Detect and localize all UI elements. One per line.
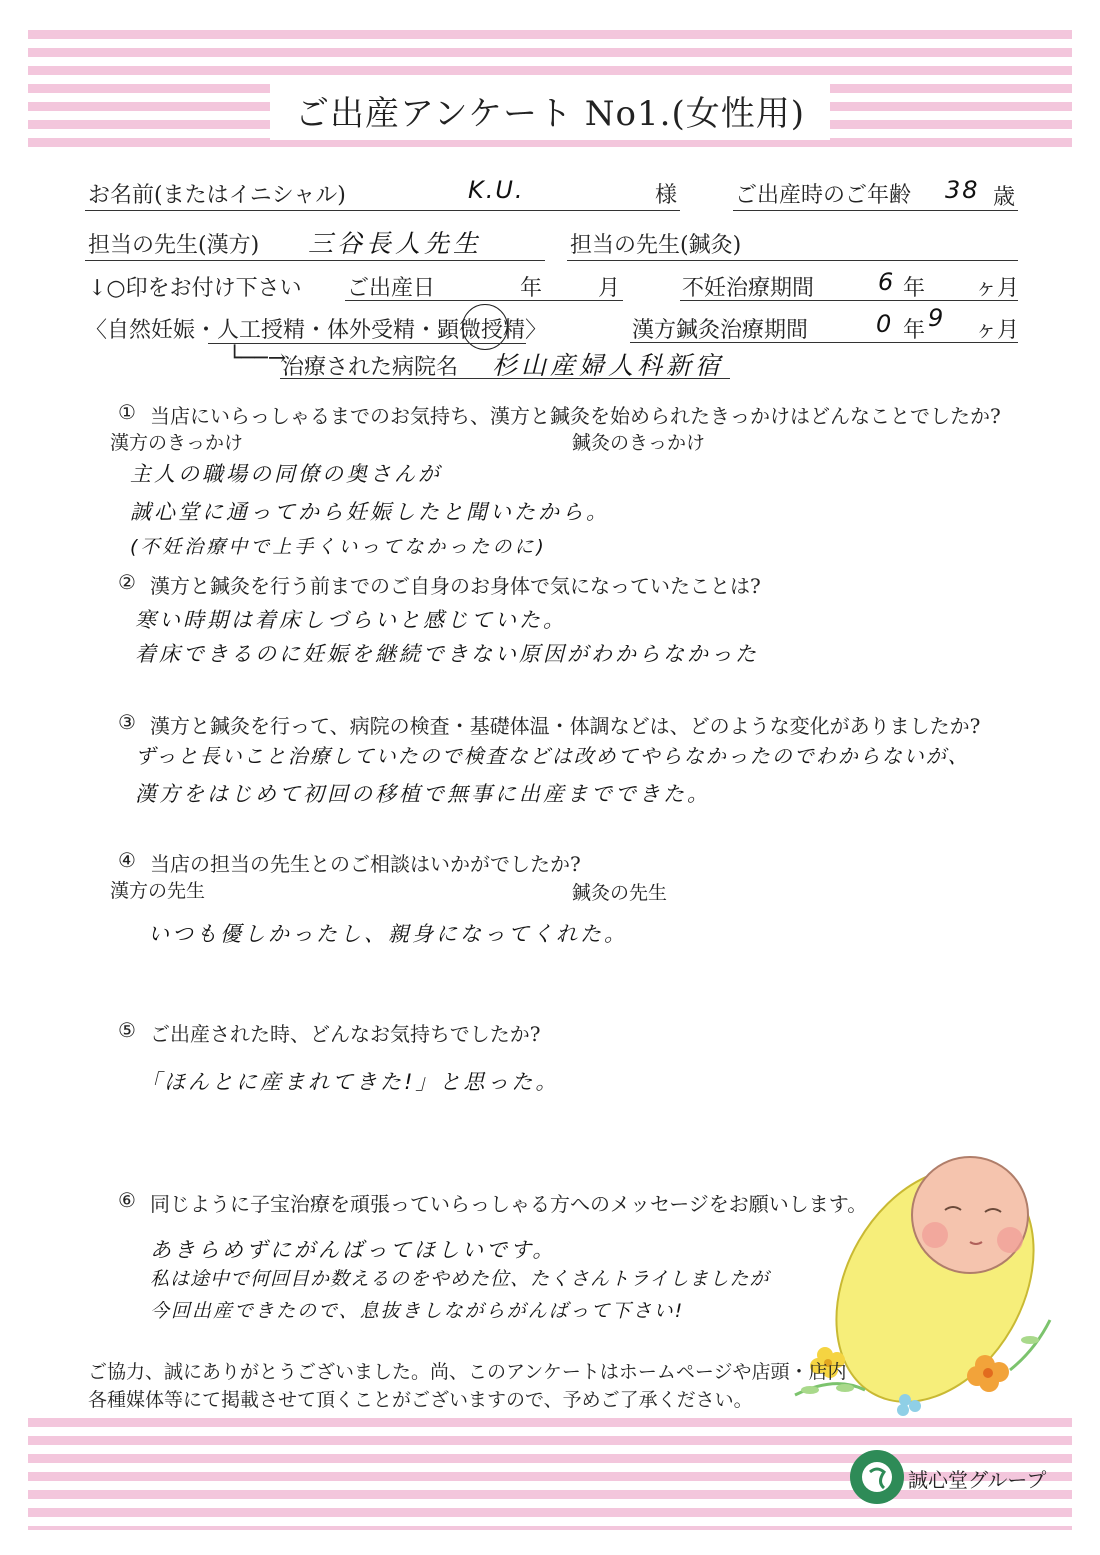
question-3-number: ③ <box>118 710 136 734</box>
method-options: 〈自然妊娠・人工授精・体外受精・顕微授精〉 <box>85 318 548 343</box>
kampo-months-value: 9 <box>928 304 946 332</box>
question-2-text: 漢方と鍼灸を行う前までのご自身のお身体で気になっていたことは? <box>150 574 761 598</box>
kampo-period-label: 漢方鍼灸治療期間 <box>632 318 809 343</box>
age-unit: 歳 <box>993 185 1016 210</box>
question-5-text: ご出産された時、どんなお気持ちでしたか? <box>150 1022 541 1046</box>
footer-line-2: 各種媒体等にて掲載させて頂くことがございますので、予めご了承ください。 <box>88 1389 753 1411</box>
question-1-answer-line-3: (不妊治療中で上手くいってなかったのに) <box>130 536 547 558</box>
birth-month-unit: 月 <box>598 276 621 301</box>
question-3-answer-line-2: 漢方をはじめて初回の移植で無事に出産までできた。 <box>135 782 711 806</box>
question-5-answer-line-1: 「ほんとに産まれてきた!」と思った。 <box>140 1070 560 1094</box>
infertility-months-unit: ヶ月 <box>975 276 1020 301</box>
age-label: ご出産時のご年齢 <box>735 183 912 208</box>
kampo-teacher-label: 担当の先生(漢方) <box>88 233 260 258</box>
method-underline <box>208 343 526 344</box>
question-1-number: ① <box>118 400 136 424</box>
question-3-answer-line-1: ずっと長いこと治療していたので検査などは改めてやらなかったのでわからないが、 <box>135 744 970 768</box>
birth-date-label: ご出産日 <box>347 276 436 301</box>
honorific: 様 <box>655 183 678 208</box>
kampo-months-unit: ヶ月 <box>975 318 1020 343</box>
question-1-answer-line-2: 誠心堂に通ってから妊娠したと聞いたから。 <box>130 500 610 524</box>
question-3-text: 漢方と鍼灸を行って、病院の検査・基礎体温・体調などは、どのような変化がありましたか? <box>150 714 981 738</box>
circle-instruction: ↓○印をお付け下さい <box>88 276 302 301</box>
question-4-number: ④ <box>118 848 136 872</box>
kampo-year-unit: 年 <box>903 318 926 343</box>
question-4-answer-line-1: いつも優しかったし、親身になってくれた。 <box>148 922 628 946</box>
page-title: ご出産アンケート No1.(女性用) <box>295 94 805 134</box>
infertility-year-unit: 年 <box>903 276 926 301</box>
question-1-sub-right: 鍼灸のきっかけ <box>572 432 706 454</box>
question-6-text: 同じように子宝治療を頑張っていらっしゃる方へのメッセージをお願いします。 <box>150 1192 868 1216</box>
question-6-answer-line-1: あきらめずにがんばってほしいです。 <box>150 1238 557 1262</box>
question-6-answer-line-2: 私は途中で何回目か数えるのをやめた位、たくさんトライしましたが <box>150 1268 770 1290</box>
kampo-years-value: 0 <box>876 310 894 338</box>
question-6-answer-line-3: 今回出産できたので、息抜きしながらがんばって下さい! <box>150 1300 685 1322</box>
name-value: K.U. <box>468 176 525 204</box>
kampo-period-underline <box>630 342 1018 343</box>
question-2-answer-line-2: 着床できるのに妊娠を継続できない原因がわからなかった <box>135 642 759 666</box>
baby-cheek-right <box>997 1227 1023 1253</box>
logo-inner <box>862 1462 892 1492</box>
question-2-number: ② <box>118 570 136 594</box>
question-6-number: ⑥ <box>118 1188 136 1212</box>
age-underline <box>733 210 1018 211</box>
question-1-text: 当店にいらっしゃるまでのお気持ち、漢方と鍼灸を始められたきっかけはどんなことでしたか? <box>150 404 1001 428</box>
acu-teacher-label: 担当の先生(鍼灸) <box>570 233 742 258</box>
logo-text: 誠心堂グループ <box>908 1468 1047 1492</box>
hospital-label: 治療された病院名 <box>282 355 459 380</box>
age-value: 38 <box>945 176 980 204</box>
footer-line-1: ご協力、誠にありがとうございました。尚、このアンケートはホームページや店頭・店内 <box>88 1361 847 1383</box>
question-4-text: 当店の担当の先生とのご相談はいかがでしたか? <box>150 852 581 876</box>
birth-date-underline <box>345 300 623 301</box>
baby-cheek-left <box>922 1222 948 1248</box>
question-4-sub-left: 漢方の先生 <box>110 880 206 902</box>
question-2-answer-line-1: 寒い時期は着床しづらいと感じていた。 <box>135 608 567 632</box>
question-5-number: ⑤ <box>118 1018 136 1042</box>
name-label: お名前(またはイニシャル) <box>88 183 346 208</box>
question-4-sub-right: 鍼灸の先生 <box>572 882 668 904</box>
hospital-arrow: └──→ <box>228 346 287 371</box>
infertility-period-label: 不妊治療期間 <box>682 276 815 301</box>
birth-year-unit: 年 <box>520 276 543 301</box>
hospital-underline <box>280 378 730 379</box>
seishindo-logo-mark <box>848 1448 906 1506</box>
name-underline <box>85 210 680 211</box>
infertility-period-underline <box>680 300 1018 301</box>
baby-face <box>912 1157 1028 1273</box>
kampo-teacher-underline <box>85 260 545 261</box>
question-1-sub-left: 漢方のきっかけ <box>110 432 244 454</box>
acu-teacher-underline <box>567 260 1018 261</box>
hospital-value: 杉山産婦人科新宿 <box>492 351 725 380</box>
kampo-teacher-value: 三谷長人先生 <box>308 229 483 258</box>
question-1-answer-line-1: 主人の職場の同僚の奥さんが <box>130 462 442 486</box>
infertility-years-value: 6 <box>878 268 896 296</box>
